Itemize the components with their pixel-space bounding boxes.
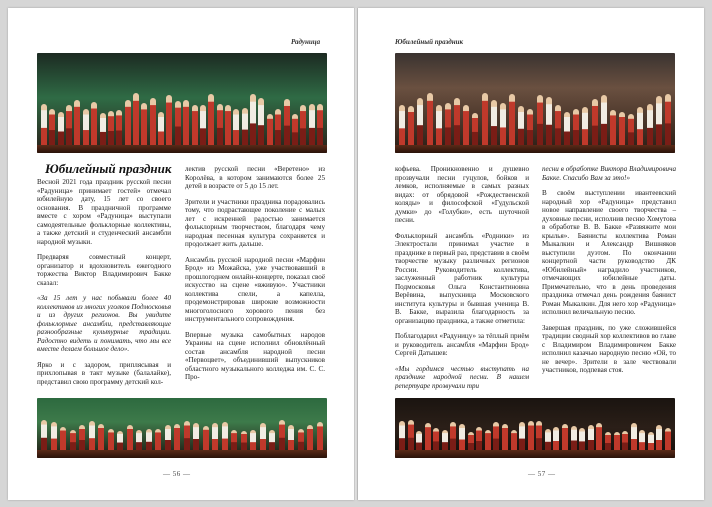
performer-figure	[463, 105, 469, 147]
paragraph: Фольклорный ансамбль «Родники» из Электростали принимал участие в празднике в первый раз, представив в своём творчестве музыку различных регионов России. Руководитель коллектива, заслуженный работник культуры Подмосковья Ольга Константиновна Верёвина, выпускница Московского института культуры и бывшая ученица В. В. Бакке, выразила благодарность за организацию праздника, а также отметила:	[395, 231, 529, 325]
running-head: Радуница	[291, 38, 321, 46]
performer-figure	[150, 98, 156, 147]
performer-figure	[200, 105, 206, 147]
performer-figure	[416, 431, 422, 452]
performer-figure	[648, 432, 654, 452]
paragraph: лектив русской песни «Веретено» из Королёва, в котором занимаются более 25 детей в возрасте от 5 до 15 лет.	[185, 165, 325, 190]
performer-figure	[155, 429, 161, 452]
performer-figure	[605, 432, 611, 452]
performer-figure	[250, 94, 256, 147]
performer-figure	[546, 97, 552, 147]
stage-floor	[395, 145, 675, 153]
performer-figure	[60, 427, 66, 452]
performer-figure	[192, 105, 198, 147]
performer-figure	[399, 105, 405, 147]
performer-figure	[485, 430, 491, 452]
performer-figure	[292, 114, 298, 147]
performer-figure	[309, 104, 315, 147]
performer-figure	[269, 430, 275, 452]
performer-figure	[427, 93, 433, 147]
photo-choir-performance	[37, 398, 327, 458]
performer-figure	[511, 430, 517, 452]
performer-figure	[49, 109, 55, 147]
performer-figure	[317, 104, 323, 147]
performer-figure	[555, 105, 561, 147]
performer-figure	[100, 113, 106, 147]
performer-figure	[637, 107, 643, 147]
paragraph: Ярко и с задором, приплясывая и прихлопывая в такт музыке (балалайке), представил свою программу детский кол-	[37, 360, 171, 386]
performer-figure	[260, 423, 266, 452]
performer-figure	[639, 430, 645, 452]
performer-figure	[614, 432, 620, 452]
performer-figure	[222, 422, 228, 452]
performer-figure	[165, 425, 171, 452]
paragraph: Ансамбль русской народной песни «Марфин Брод» из Можайска, уже участвовавший в прошлогоднем онлайн-концерте, показал своё искусство на сцене «вживую». Участники коллектива спели, а капелла, продемонстрировав широкие возможности многоголосного хорового пения без инструментального сопровождения.	[185, 255, 325, 323]
performer-figure	[317, 422, 323, 452]
performer-figure	[89, 421, 95, 452]
stage-floor	[37, 450, 327, 458]
performer-figure	[141, 103, 147, 147]
performer-figure	[51, 422, 57, 452]
performer-figure	[519, 422, 525, 452]
performer-figure	[166, 95, 172, 147]
performers	[37, 416, 327, 452]
performers	[395, 87, 675, 147]
performer-figure	[500, 103, 506, 147]
performer-figure	[425, 423, 431, 452]
right-page	[358, 8, 704, 500]
performer-figure	[588, 425, 594, 452]
performer-figure	[619, 112, 625, 147]
performer-figure	[442, 430, 448, 452]
performer-figure	[158, 112, 164, 147]
text-column-2	[185, 165, 325, 395]
performer-figure	[610, 110, 616, 147]
performer-figure	[91, 102, 97, 147]
performer-figure	[212, 423, 218, 452]
performer-figure	[183, 100, 189, 147]
paragraph: Весной 2021 года праздник русской песни «Радуница» принимает гостей» отмечал юбилейную дату, 15 лет со своего основания. В праздничной программе вместе с хором «Радуница» выступали самодеятельные фольклорные коллективы, а также детский и студенческий ансамбли народной музыки.	[37, 178, 171, 246]
performer-figure	[622, 431, 628, 452]
performer-figure	[665, 94, 671, 147]
performer-figure	[433, 428, 439, 452]
performer-figure	[399, 421, 405, 452]
performer-figure	[502, 424, 508, 452]
performer-figure	[307, 425, 313, 452]
performer-figure	[175, 101, 181, 147]
photo-choir-on-stage	[37, 53, 327, 153]
performers	[37, 87, 327, 147]
performer-figure	[596, 423, 602, 452]
performer-figure	[582, 107, 588, 147]
performer-figure	[108, 429, 114, 452]
performer-figure	[83, 109, 89, 147]
performer-figure	[564, 112, 570, 147]
performer-figure	[127, 425, 133, 452]
paragraph: Поблагодарил «Радуницу» за тёплый приём и руководитель ансамбля «Марфин Брод» Сергей Датышев:	[395, 332, 529, 357]
paragraph: В своём выступлении ивантеевский народный хор «Радуница» представил новое направление своего творчества – духовные песни, исполнив песню Хомутова в обработке В. В. Бакке «Развяжите мои крылья». Баянисты коллектива Роман Мыкалкин и Александр Вишняков выступили дуэтом. По окончании концертной части руководство ДК «Юбилейный» наградило участников, отмечающих юбилейные даты. Примечательно, что в день проведения праздника отмечал день рождения баянист Роман Мыкалкин. Для него хор «Радуница» исполнил величальную песню.	[542, 189, 676, 316]
performer-figure	[193, 423, 199, 452]
paragraph: Завершая праздник, по уже сложившейся традиции сводный хор коллективов во главе с Владимиром Владимировичем Бакке исполнил казачью народную песню «Ой, то не вечер». Зрители в зале чествовали участников, подпевая стоя.	[542, 323, 676, 374]
performer-figure	[133, 93, 139, 147]
photo-choir-with-conductor	[395, 53, 675, 153]
performer-figure	[225, 105, 231, 147]
performer-figure	[665, 428, 671, 452]
performer-figure	[436, 105, 442, 147]
performer-figure	[208, 94, 214, 147]
performer-figure	[258, 98, 264, 147]
performer-figure	[573, 109, 579, 147]
performer-figure	[459, 424, 465, 452]
performer-figure	[656, 96, 662, 147]
performer-figure	[74, 100, 80, 147]
performer-figure	[536, 421, 542, 452]
text-column-1	[37, 178, 171, 398]
paragraph: кофьева. Проникновенно и душевно прозвучали песни гуцулов, бойков и лемков, исполняемые в самых разных видах: от обрядовой «Рождественской коляды» и философской «Гудульской думки» до «Голубки», есть шуточной песни.	[395, 165, 529, 224]
performer-figure	[116, 110, 122, 147]
performer-figure	[66, 105, 72, 147]
performer-figure	[288, 425, 294, 452]
performer-figure	[647, 104, 653, 147]
performer-figure	[472, 113, 478, 147]
left-page	[8, 8, 354, 500]
performer-figure	[300, 105, 306, 147]
performer-figure	[527, 109, 533, 147]
performer-figure	[267, 114, 273, 148]
performer-figure	[242, 108, 248, 147]
article-heading: Юбилейный праздник	[45, 161, 172, 176]
performer-figure	[631, 423, 637, 452]
performer-figure	[279, 420, 285, 452]
performer-figure	[454, 98, 460, 147]
performer-figure	[509, 94, 515, 147]
performer-figure	[491, 100, 497, 147]
performer-figure	[117, 431, 123, 452]
performer-figure	[553, 427, 559, 452]
performer-figure	[450, 422, 456, 452]
performer-figure	[592, 99, 598, 147]
performer-figure	[445, 103, 451, 147]
performer-figure	[493, 422, 499, 452]
performer-figure	[579, 428, 585, 452]
performers	[395, 416, 675, 452]
performer-figure	[146, 429, 152, 452]
performer-figure	[79, 425, 85, 452]
performer-figure	[528, 421, 534, 452]
running-head: Юбилейный праздник	[395, 38, 464, 46]
performer-figure	[184, 421, 190, 452]
performer-figure	[628, 114, 634, 147]
performer-figure	[298, 429, 304, 452]
paragraph: Зрители и участники праздника порадовались тому, что подрастающее поколение с малых лет с искренней радостью занимается фольклорным творчеством, благодаря чему народная песенная культура сохраняется и продолжает жить дальше.	[185, 197, 325, 248]
performer-figure	[41, 104, 47, 147]
text-column-1	[395, 165, 529, 395]
stage-floor	[37, 145, 327, 153]
performer-figure	[518, 106, 524, 147]
stage-floor	[395, 450, 675, 458]
performer-figure	[408, 106, 414, 147]
performer-figure	[108, 111, 114, 147]
paragraph: «За 15 лет у нас побывали более 40 коллективов из многих уголков Подмосковья и из других регионов. Вы увидите фольклорные ансамбли, представляющие разнообразные культурные традиции. Радостно видеть и понимать, что мы все вместе делаем большое дело».	[37, 294, 171, 353]
performer-figure	[70, 430, 76, 452]
performer-figure	[241, 431, 247, 452]
performer-figure	[231, 430, 237, 452]
performer-figure	[174, 424, 180, 452]
text-column-2	[542, 165, 676, 395]
performer-figure	[476, 427, 482, 452]
performer-figure	[98, 424, 104, 452]
performer-figure	[537, 95, 543, 147]
performer-figure	[250, 430, 256, 452]
performer-figure	[284, 99, 290, 147]
performer-figure	[601, 95, 607, 147]
performer-figure	[562, 424, 568, 452]
photo-dancers	[395, 398, 675, 458]
paragraph: «Мы гордимся честью выступать на празднике народной песни. В нашем репертуаре прозвучали три	[395, 364, 529, 390]
page-number: — 57 —	[528, 470, 556, 478]
performer-figure	[417, 98, 423, 147]
performer-figure	[545, 429, 551, 452]
performer-figure	[656, 425, 662, 452]
performer-figure	[233, 109, 239, 147]
performer-figure	[571, 426, 577, 452]
performer-figure	[125, 100, 131, 147]
performer-figure	[275, 109, 281, 147]
performer-figure	[136, 430, 142, 452]
paragraph: Предваряя совместный концерт, организатор и вдохновитель ежегодного торжества Виктор Владимирович Бакке сказал:	[37, 253, 171, 287]
performer-figure	[58, 112, 64, 147]
performer-figure	[217, 104, 223, 147]
performer-figure	[203, 426, 209, 452]
paragraph: Впервые музыка самобытных народов Украины на сцене исполнил обновлённый состав ансамбля народной песни «Первоцвет», объединивший выпускников областного музыкального колледжа им. С. С. Про-	[185, 330, 325, 381]
performer-figure	[482, 93, 488, 147]
performer-figure	[41, 420, 47, 452]
paragraph: песни в обработке Виктора Владимировича Бакке. Спасибо Вам за это!»	[542, 165, 676, 182]
page-number: — 56 —	[163, 470, 191, 478]
performer-figure	[408, 420, 414, 452]
